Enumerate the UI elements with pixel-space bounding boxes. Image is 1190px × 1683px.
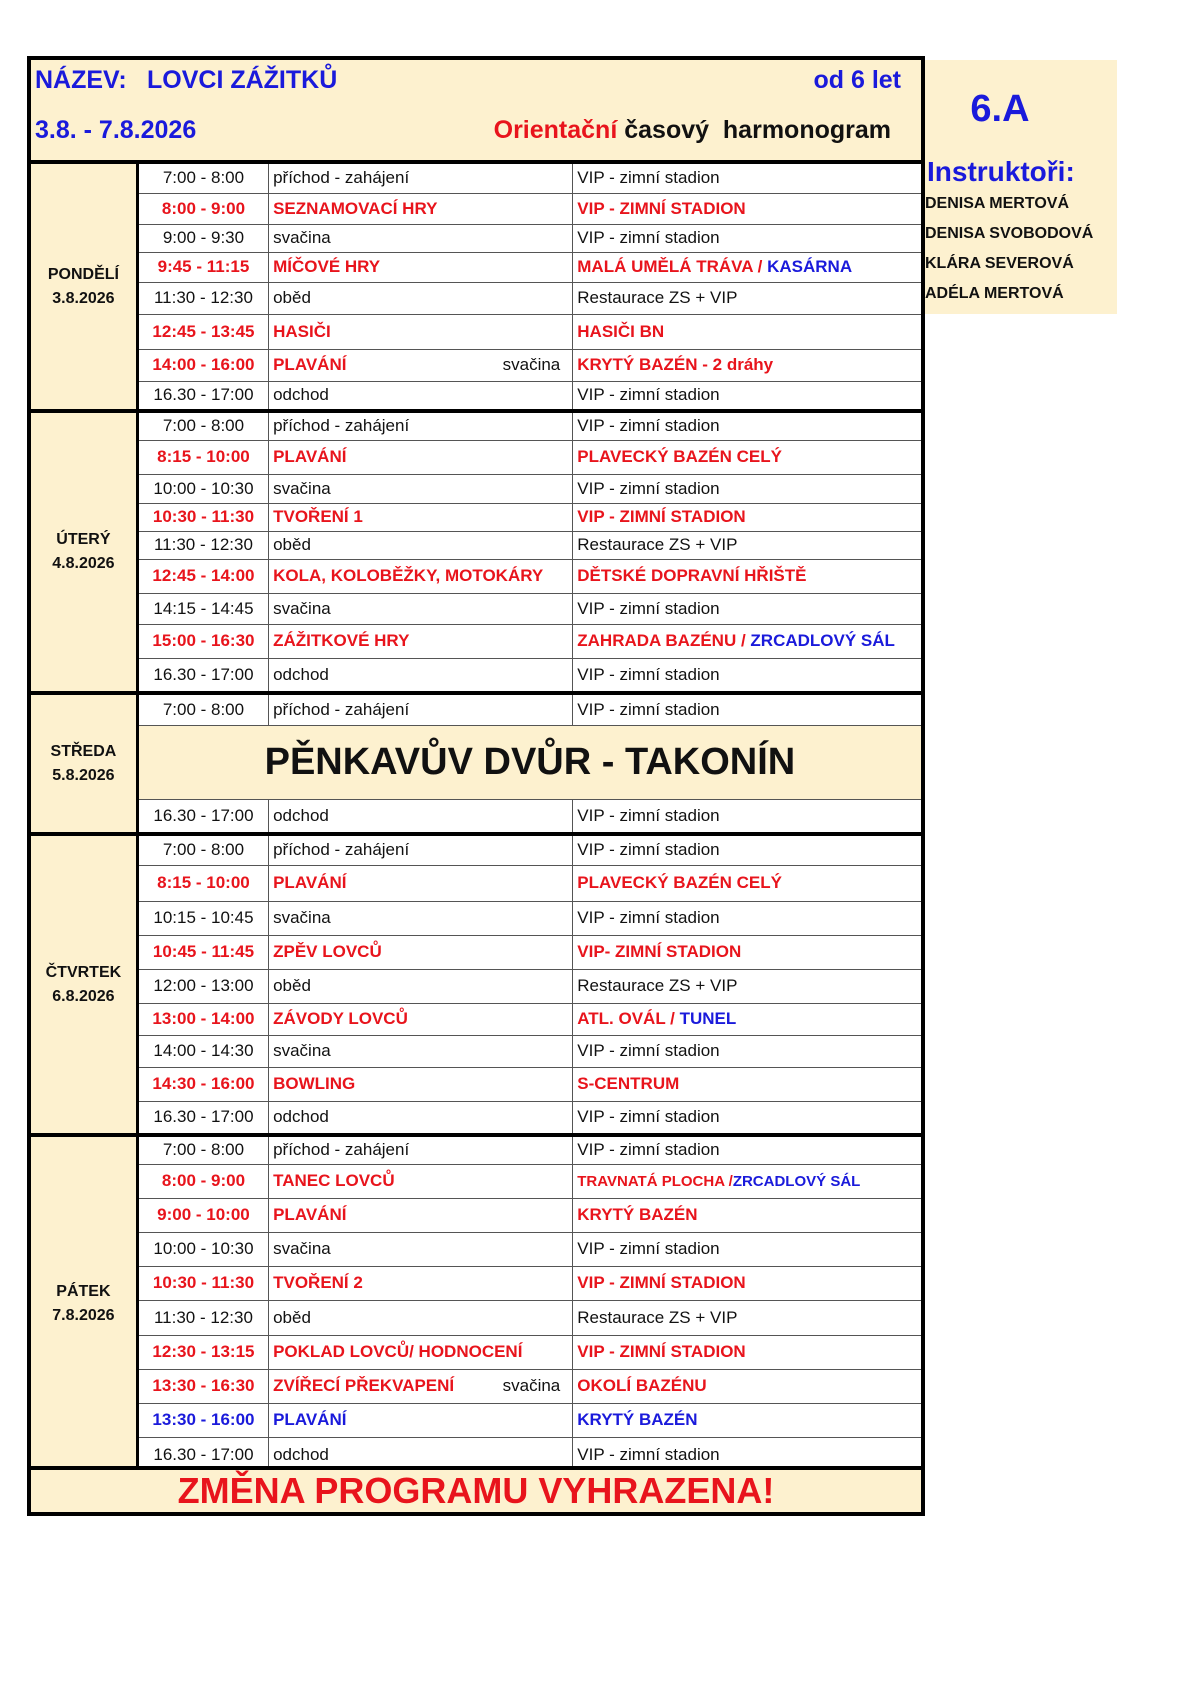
table-row: [29, 224, 923, 252]
snack-note: svačina: [502, 355, 561, 374]
activity-text: PLAVÁNÍ: [273, 873, 347, 892]
place-text: S-CENTRUM: [577, 1074, 680, 1093]
day-cell: [29, 834, 137, 1135]
place-cell: [573, 1403, 923, 1437]
place-cell: [573, 1300, 923, 1335]
place-cell: [573, 901, 923, 935]
activity-cell: [269, 440, 573, 474]
table-row: [29, 314, 923, 349]
activity-cell: [269, 658, 573, 693]
activity-text: oběd: [273, 976, 311, 995]
place-text: PLAVECKÝ BAZÉN CELÝ: [577, 447, 782, 466]
activity-text: odchod: [273, 664, 329, 684]
day-name: ČTVRTEK: [45, 963, 122, 981]
time-cell: 8:15 - 10:00: [137, 440, 268, 474]
activity-cell: [269, 1164, 573, 1198]
day-name: ÚTERÝ: [56, 531, 111, 548]
activity-text: POKLAD LOVCŮ/ HODNOCENÍ: [273, 1342, 523, 1361]
activity-cell: [269, 693, 573, 725]
place-cell: [573, 693, 923, 725]
table-row: [29, 474, 923, 503]
instructor-name: KLÁRA SEVEROVÁ: [925, 255, 1074, 272]
activity-text: odchod: [273, 805, 329, 825]
place-cell: [573, 411, 923, 440]
activity-text: HASIČI: [273, 321, 331, 341]
time-cell: 16.30 - 17:00: [137, 1437, 268, 1472]
time-cell: 14:00 - 14:30: [137, 1035, 268, 1067]
time-cell: 7:00 - 8:00: [137, 162, 268, 193]
table-row: [29, 162, 923, 193]
place-text-blue: TUNEL: [679, 1009, 737, 1028]
time-cell: 11:30 - 12:30: [137, 531, 268, 559]
time-cell: 16.30 - 17:00: [137, 381, 268, 411]
activity-text: příchod - zahájení: [273, 416, 410, 436]
activity-text: příchod - zahájení: [273, 168, 410, 188]
place-text: VIP - zimní stadion: [577, 416, 720, 436]
table-row: [29, 282, 923, 314]
activity-cell: [269, 624, 573, 658]
place-cell: [573, 1369, 923, 1403]
place-text-blue: ZRCADLOVÝ SÁL: [750, 631, 895, 650]
table-row: [29, 559, 923, 593]
activity-text: SEZNAMOVACÍ HRY: [273, 198, 438, 218]
day-date: 6.8.2026: [52, 987, 115, 1005]
instructor-name: ADÉLA MERTOVÁ: [925, 285, 1064, 302]
time-cell: 16.30 - 17:00: [137, 658, 268, 693]
table-row: [29, 193, 923, 224]
schedule-table: [27, 160, 925, 1474]
place-cell: [573, 559, 923, 593]
time-cell: 14:30 - 16:00: [137, 1067, 268, 1101]
activity-cell: [269, 1300, 573, 1335]
banner-row: [29, 725, 923, 799]
activity-text: ZÁVODY LOVCŮ: [273, 1009, 408, 1028]
date-range: 3.8. - 7.8.2026: [35, 116, 197, 144]
place-cell: [573, 624, 923, 658]
class-panel: [925, 60, 1117, 314]
time-cell: 10:30 - 11:30: [137, 1266, 268, 1300]
activity-cell: [269, 503, 573, 531]
place-cell: [573, 282, 923, 314]
day-date: 5.8.2026: [52, 766, 115, 784]
activity-cell: [269, 162, 573, 193]
activity-cell: [269, 1335, 573, 1369]
activity-text: odchod: [273, 1107, 329, 1127]
time-cell: 16.30 - 17:00: [137, 799, 268, 834]
table-row: [29, 658, 923, 693]
instructors-label: Instruktoři:: [927, 156, 1075, 187]
day-name: PONDĚLÍ: [47, 265, 119, 283]
place-cell: [573, 1164, 923, 1198]
schedule-header: [27, 56, 925, 164]
place-text: VIP - ZIMNÍ STADION: [577, 1342, 746, 1361]
place-cell: [573, 1335, 923, 1369]
instructor-name: DENISA SVOBODOVÁ: [925, 225, 1094, 242]
activity-cell: [269, 969, 573, 1003]
activity-text: PLAVÁNÍ: [273, 447, 347, 466]
place-cell: [573, 834, 923, 865]
activity-text: svačina: [273, 908, 331, 927]
class-name: 6.A: [970, 88, 1030, 130]
time-cell: 9:45 - 11:15: [137, 252, 268, 282]
place-cell: [573, 503, 923, 531]
place-cell: [573, 440, 923, 474]
table-row: [29, 1003, 923, 1035]
place-cell: [573, 314, 923, 349]
time-cell: 9:00 - 10:00: [137, 1198, 268, 1232]
time-cell: 7:00 - 8:00: [137, 1135, 268, 1164]
table-row: [29, 901, 923, 935]
time-cell: 7:00 - 8:00: [137, 834, 268, 865]
time-cell: 10:30 - 11:30: [137, 503, 268, 531]
place-text: VIP - zimní stadion: [577, 385, 720, 405]
place-cell: [573, 381, 923, 411]
program-name-label: NÁZEV:: [35, 66, 127, 94]
place-cell: [573, 1135, 923, 1164]
place-text: KRYTÝ BAZÉN - 2 dráhy: [577, 355, 774, 374]
place-cell: [573, 474, 923, 503]
time-cell: 12:00 - 13:00: [137, 969, 268, 1003]
activity-text: svačina: [273, 228, 331, 247]
activity-text: příchod - zahájení: [273, 699, 410, 719]
table-row: [29, 503, 923, 531]
place-cell: [573, 658, 923, 693]
place-cell: [573, 1101, 923, 1135]
subtitle-red: Orientační: [493, 116, 618, 144]
table-row: [29, 381, 923, 411]
activity-cell: [269, 1198, 573, 1232]
place-text: ATL. OVÁL /: [577, 1009, 680, 1028]
activity-cell: [269, 314, 573, 349]
table-row: [29, 440, 923, 474]
place-cell: [573, 193, 923, 224]
snack-note: svačina: [502, 1376, 561, 1395]
table-row: [29, 593, 923, 624]
place-cell: [573, 1067, 923, 1101]
place-text: HASIČI BN: [577, 321, 665, 341]
place-text: VIP - zimní stadion: [577, 478, 720, 498]
table-row: [29, 1232, 923, 1266]
time-cell: 12:45 - 14:00: [137, 559, 268, 593]
activity-cell: [269, 901, 573, 935]
subtitle-black: časový harmonogram: [624, 116, 891, 144]
place-text: KRYTÝ BAZÉN: [577, 1205, 698, 1224]
table-row: [29, 1335, 923, 1369]
place-text-blue: ZRCADLOVÝ SÁL: [732, 1173, 861, 1190]
activity-cell: [269, 1035, 573, 1067]
table-row: [29, 349, 923, 381]
place-cell: [573, 865, 923, 901]
place-cell: [573, 349, 923, 381]
time-cell: 10:45 - 11:45: [137, 935, 268, 969]
place-cell: [573, 1232, 923, 1266]
table-row: [29, 1101, 923, 1135]
activity-cell: [269, 474, 573, 503]
place-text: VIP - zimní stadion: [577, 840, 720, 860]
activity-text: PLAVÁNÍ: [273, 1205, 347, 1224]
time-cell: 11:30 - 12:30: [137, 282, 268, 314]
activity-cell: [269, 531, 573, 559]
place-text: VIP - zimní stadion: [577, 1444, 720, 1464]
place-text: Restaurace ZS + VIP: [577, 976, 738, 995]
time-cell: 10:00 - 10:30: [137, 1232, 268, 1266]
activity-text: TVOŘENÍ 1: [273, 507, 363, 526]
activity-text: oběd: [273, 288, 311, 307]
activity-cell: [269, 381, 573, 411]
place-text: PLAVECKÝ BAZÉN CELÝ: [577, 873, 782, 892]
time-cell: 13:30 - 16:00: [137, 1403, 268, 1437]
time-cell: 11:30 - 12:30: [137, 1300, 268, 1335]
activity-text: PLAVÁNÍ: [273, 355, 347, 374]
day-date: 4.8.2026: [52, 555, 115, 572]
table-row: [29, 252, 923, 282]
activity-cell: [269, 1067, 573, 1101]
footer-notice: ZMĚNA PROGRAMU VYHRAZENA!: [27, 1466, 925, 1516]
day-date: 3.8.2026: [52, 289, 115, 307]
activity-text: odchod: [273, 1444, 329, 1464]
activity-cell: [269, 193, 573, 224]
activity-cell: [269, 282, 573, 314]
time-cell: 14:15 - 14:45: [137, 593, 268, 624]
activity-text: TANEC LOVCŮ: [273, 1171, 395, 1190]
place-text: VIP - ZIMNÍ STADION: [577, 1273, 746, 1292]
activity-cell: [269, 1101, 573, 1135]
subtitle: [494, 116, 891, 145]
table-row: [29, 531, 923, 559]
activity-cell: [269, 1135, 573, 1164]
activity-text: ZÁŽITKOVÉ HRY: [273, 631, 410, 650]
time-cell: 7:00 - 8:00: [137, 411, 268, 440]
place-text: VIP- ZIMNÍ STADION: [577, 942, 742, 961]
time-cell: 9:00 - 9:30: [137, 224, 268, 252]
time-cell: 14:00 - 16:00: [137, 349, 268, 381]
activity-cell: [269, 1232, 573, 1266]
place-text: TRAVNATÁ PLOCHA /: [577, 1173, 733, 1190]
place-text: VIP - zimní stadion: [577, 1239, 720, 1258]
program-name: LOVCI ZÁŽITKŮ: [147, 66, 338, 94]
place-text: VIP - zimní stadion: [577, 228, 720, 247]
day-name: STŘEDA: [50, 742, 117, 760]
time-cell: 8:15 - 10:00: [137, 865, 268, 901]
place-text: Restaurace ZS + VIP: [577, 288, 738, 307]
place-cell: [573, 1035, 923, 1067]
table-row: [29, 624, 923, 658]
place-text: VIP - zimní stadion: [577, 664, 720, 684]
activity-cell: [269, 252, 573, 282]
activity-text: BOWLING: [273, 1074, 356, 1093]
activity-text: odchod: [273, 385, 329, 405]
place-cell: [573, 593, 923, 624]
table-row: [29, 1198, 923, 1232]
place-cell: [573, 1266, 923, 1300]
place-text: VIP - zimní stadion: [577, 908, 720, 927]
activity-text: příchod - zahájení: [273, 1140, 410, 1160]
instructor-name: DENISA MERTOVÁ: [925, 195, 1070, 212]
table-row: [29, 969, 923, 1003]
place-cell: [573, 1198, 923, 1232]
place-cell: [573, 799, 923, 834]
table-row: [29, 865, 923, 901]
day-date: 7.8.2026: [52, 1306, 115, 1324]
place-cell: [573, 1003, 923, 1035]
activity-text: TVOŘENÍ 2: [273, 1273, 363, 1292]
activity-cell: [269, 935, 573, 969]
activity-cell: [269, 1369, 573, 1403]
place-text: VIP - zimní stadion: [577, 1107, 720, 1127]
place-cell: [573, 969, 923, 1003]
activity-cell: [269, 349, 573, 381]
time-cell: 7:00 - 8:00: [137, 693, 268, 725]
activity-text: PLAVÁNÍ: [273, 1410, 347, 1429]
place-text: Restaurace ZS + VIP: [577, 535, 738, 554]
place-cell: [573, 531, 923, 559]
place-cell: [573, 224, 923, 252]
table-row: [29, 1035, 923, 1067]
time-cell: 10:15 - 10:45: [137, 901, 268, 935]
day-name: PÁTEK: [56, 1282, 111, 1300]
instructor-list: [925, 195, 1093, 315]
activity-text: oběd: [273, 1307, 311, 1327]
table-row: [29, 1067, 923, 1101]
place-text: ZAHRADA BAZÉNU /: [577, 631, 751, 650]
activity-text: svačina: [273, 598, 331, 618]
activity-text: příchod - zahájení: [273, 840, 410, 860]
day-cell: [29, 411, 137, 693]
place-text: Restaurace ZS + VIP: [577, 1307, 738, 1327]
time-cell: 8:00 - 9:00: [137, 1164, 268, 1198]
place-text: DĚTSKÉ DOPRAVNÍ HŘIŠTĚ: [577, 566, 807, 585]
place-text: VIP - zimní stadion: [577, 598, 720, 618]
activity-text: KOLA, KOLOBĚŽKY, MOTOKÁRY: [273, 566, 544, 585]
time-cell: 12:30 - 13:15: [137, 1335, 268, 1369]
banner-text: PĚNKAVŮV DVŮR - TAKONÍN: [137, 725, 923, 799]
activity-cell: [269, 865, 573, 901]
activity-cell: [269, 1403, 573, 1437]
place-text: VIP - ZIMNÍ STADION: [577, 507, 746, 526]
activity-cell: [269, 1266, 573, 1300]
age-label: od 6 let: [813, 66, 901, 94]
place-text: VIP - ZIMNÍ STADION: [577, 198, 746, 218]
activity-cell: [269, 559, 573, 593]
activity-cell: [269, 593, 573, 624]
activity-text: MÍČOVÉ HRY: [273, 257, 381, 276]
activity-cell: [269, 1003, 573, 1035]
place-cell: [573, 252, 923, 282]
time-cell: 10:00 - 10:30: [137, 474, 268, 503]
place-text: VIP - zimní stadion: [577, 805, 720, 825]
table-row: [29, 1300, 923, 1335]
place-text-blue: KASÁRNA: [767, 257, 853, 276]
activity-text: svačina: [273, 1041, 331, 1060]
activity-cell: [269, 411, 573, 440]
table-row: [29, 1369, 923, 1403]
activity-text: svačina: [273, 478, 331, 498]
place-cell: [573, 935, 923, 969]
place-text: VIP - zimní stadion: [577, 1140, 720, 1160]
activity-cell: [269, 224, 573, 252]
activity-cell: [269, 799, 573, 834]
time-cell: 13:30 - 16:30: [137, 1369, 268, 1403]
place-text: KRYTÝ BAZÉN: [577, 1410, 698, 1429]
activity-cell: [269, 834, 573, 865]
place-text: OKOLÍ BAZÉNU: [577, 1376, 707, 1395]
place-text: VIP - zimní stadion: [577, 168, 720, 188]
activity-text: oběd: [273, 535, 311, 554]
time-cell: 8:00 - 9:00: [137, 193, 268, 224]
place-text: VIP - zimní stadion: [577, 1041, 720, 1060]
table-row: [29, 1135, 923, 1164]
table-row: [29, 834, 923, 865]
activity-text: ZVÍŘECÍ PŘEKVAPENÍ: [273, 1376, 455, 1395]
activity-text: ZPĚV LOVCŮ: [273, 942, 382, 961]
place-text: MALÁ UMĚLÁ TRÁVA /: [577, 257, 768, 276]
day-cell: [29, 1135, 137, 1472]
table-row: [29, 799, 923, 834]
place-cell: [573, 162, 923, 193]
table-row: [29, 1164, 923, 1198]
time-cell: 16.30 - 17:00: [137, 1101, 268, 1135]
time-cell: 12:45 - 13:45: [137, 314, 268, 349]
table-row: [29, 1266, 923, 1300]
table-row: [29, 1403, 923, 1437]
time-cell: 13:00 - 14:00: [137, 1003, 268, 1035]
activity-text: svačina: [273, 1239, 331, 1258]
time-cell: 15:00 - 16:30: [137, 624, 268, 658]
table-row: [29, 693, 923, 725]
day-cell: [29, 693, 137, 834]
table-row: [29, 411, 923, 440]
place-text: VIP - zimní stadion: [577, 699, 720, 719]
day-cell: [29, 162, 137, 411]
table-row: [29, 935, 923, 969]
